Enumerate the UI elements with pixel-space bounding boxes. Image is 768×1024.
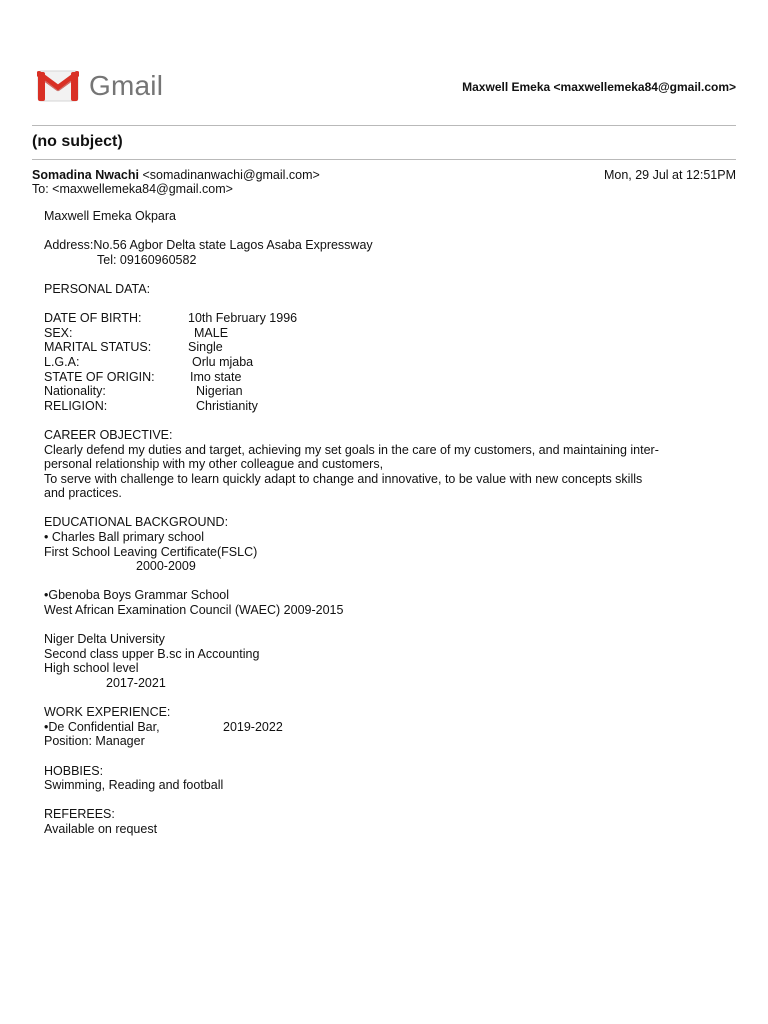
edu-university-degree: Second class upper B.sc in Accounting	[44, 646, 260, 661]
personal-data-row	[44, 370, 734, 385]
email-body	[44, 209, 734, 837]
work-place: •De Confidential Bar,	[44, 719, 160, 734]
sender-name: Somadina Nwachi	[32, 168, 139, 182]
edu-secondary-cert: West African Examination Council (WAEC) 2009-2015	[44, 603, 344, 618]
sender-address: <somadinanwachi@gmail.com>	[142, 168, 320, 182]
sender-line	[32, 168, 320, 182]
edu-primary-cert: First School Leaving Certificate(FSLC)	[44, 544, 258, 559]
personal-data-value: 10th February 1996	[188, 311, 298, 326]
personal-data-value: Orlu mjaba	[192, 354, 254, 369]
career-line: To serve with challenge to learn quickly adapt to change and innovative, to be value with new concepts skills	[44, 471, 643, 486]
work-entry	[44, 720, 734, 735]
gmail-logo	[37, 70, 163, 102]
personal-data-value: Christianity	[196, 398, 258, 413]
career-line: personal relationship with my other colleague and customers,	[44, 457, 384, 472]
hobbies-text: Swimming, Reading and football	[44, 778, 224, 793]
edu-primary-years: 2000-2009	[136, 559, 196, 574]
recipient-line: To: <maxwellemeka84@gmail.com>	[32, 182, 233, 196]
personal-data-row	[44, 384, 734, 399]
account-name-email: Maxwell Emeka <maxwellemeka84@gmail.com>	[462, 80, 736, 94]
personal-data-value: MALE	[194, 325, 229, 340]
personal-data-label: MARITAL STATUS:	[44, 340, 152, 355]
personal-data-row	[44, 326, 734, 341]
personal-data-list	[44, 311, 734, 413]
personal-data-label: L.G.A:	[44, 354, 80, 369]
personal-data-label: DATE OF BIRTH:	[44, 311, 142, 326]
gmail-print-header	[0, 0, 768, 125]
resume-tel: Tel: 09160960582	[97, 252, 197, 267]
edu-secondary-school: •Gbenoba Boys Grammar School	[44, 588, 230, 603]
email-subject: (no subject)	[32, 133, 123, 150]
divider	[32, 159, 736, 160]
career-line: Clearly defend my duties and target, achieving my set goals in the care of my customers, and maintaining inter-	[44, 442, 659, 457]
resume-name: Maxwell Emeka Okpara	[44, 209, 176, 223]
career-line: and practices.	[44, 486, 122, 501]
career-objective-heading: CAREER OBJECTIVE:	[44, 427, 173, 442]
personal-data-row	[44, 311, 734, 326]
personal-data-value: Single	[188, 340, 223, 355]
hobbies-heading: HOBBIES:	[44, 763, 104, 778]
edu-primary-school: • Charles Ball primary school	[44, 530, 204, 545]
personal-data-heading: PERSONAL DATA:	[44, 281, 151, 296]
personal-data-row	[44, 399, 734, 414]
personal-data-value: Nigerian	[196, 384, 243, 399]
email-date: Mon, 29 Jul at 12:51PM	[603, 168, 736, 182]
personal-data-label: RELIGION:	[44, 398, 108, 413]
gmail-envelope-icon	[37, 70, 79, 102]
personal-data-row	[44, 355, 734, 370]
gmail-wordmark: Gmail	[89, 70, 164, 101]
personal-data-value: Imo state	[190, 369, 242, 384]
referees-text: Available on request	[44, 821, 158, 836]
edu-university-level: High school level	[44, 661, 139, 676]
personal-data-label: Nationality:	[44, 384, 106, 399]
personal-data-label: SEX:	[44, 325, 73, 340]
work-experience-heading: WORK EXPERIENCE:	[44, 705, 171, 720]
work-years: 2019-2022	[223, 719, 283, 734]
divider	[32, 125, 736, 126]
personal-data-row	[44, 340, 734, 355]
referees-heading: REFEREES:	[44, 807, 115, 822]
resume-address: Address:No.56 Agbor Delta state Lagos Asaba Expressway	[44, 238, 373, 253]
work-position: Position: Manager	[44, 734, 145, 749]
edu-university: Niger Delta University	[44, 632, 165, 647]
education-heading: EDUCATIONAL BACKGROUND:	[44, 515, 229, 530]
edu-university-years: 2017-2021	[106, 676, 166, 690]
personal-data-label: STATE OF ORIGIN:	[44, 369, 155, 384]
